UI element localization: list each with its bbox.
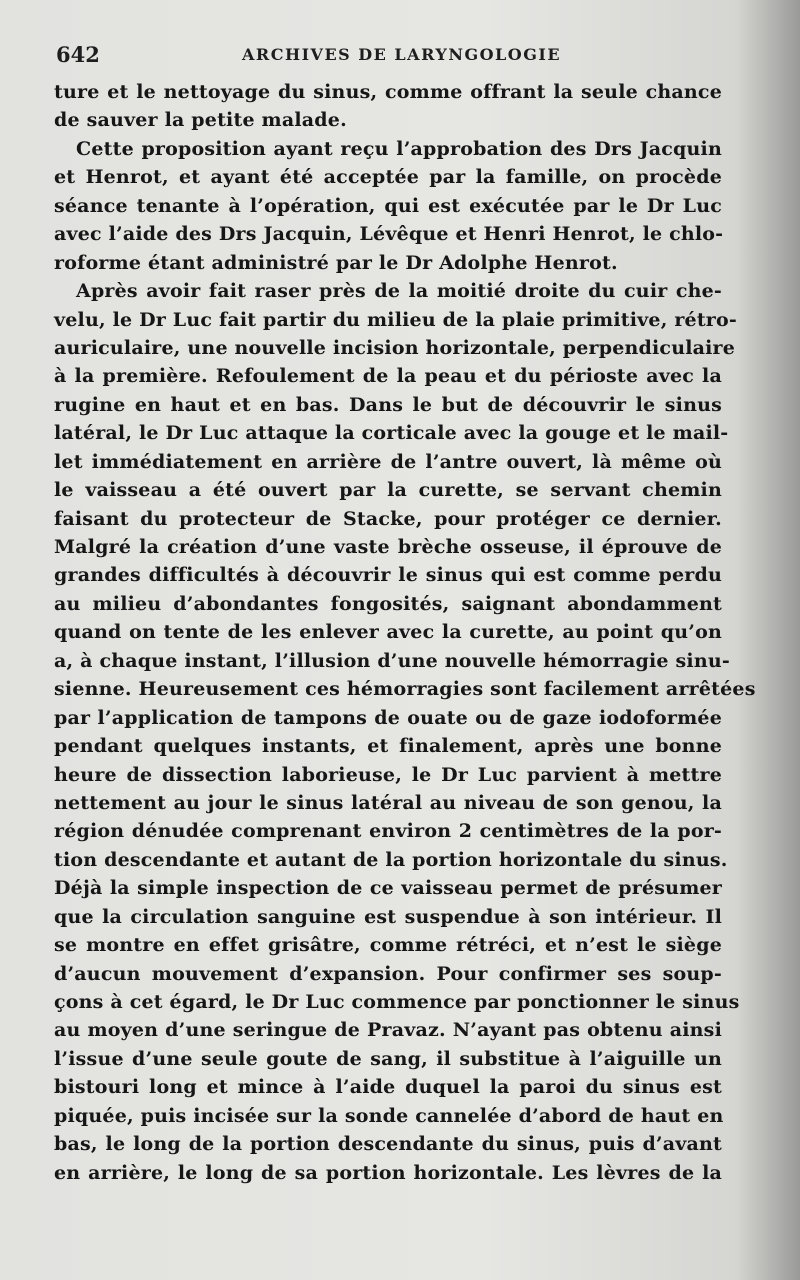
- text-line: nettement au jour le sinus latéral au niveau de son genou, la: [54, 791, 722, 814]
- text-line: piquée, puis incisée sur la sonde cannelée d’abord de haut en: [54, 1104, 724, 1127]
- text-line: au milieu d’abondantes fongosités, saignant abondamment: [54, 592, 722, 615]
- text-line: Cette proposition ayant reçu l’approbation des Drs Jacquin: [76, 137, 722, 160]
- running-head: ARCHIVES DE LARYNGOLOGIE: [242, 45, 562, 64]
- text-line: région dénudée comprenant environ 2 centimètres de la por-: [54, 820, 722, 843]
- text-line: latéral, le Dr Luc attaque la corticale avec la gouge et le mail-: [54, 422, 729, 445]
- text-line: heure de dissection laborieuse, le Dr Luc parvient à mettre: [54, 763, 722, 786]
- text-line: faisant du protecteur de Stacke, pour protéger ce dernier.: [54, 507, 722, 530]
- text-line: Malgré la création d’une vaste brèche osseuse, il éprouve de: [54, 536, 722, 558]
- text-line: auriculaire, une nouvelle incision horizontale, perpendiculaire: [54, 336, 736, 359]
- text-line: roforme étant administré par le Dr Adolphe Henrot.: [54, 251, 618, 274]
- page-number: 642: [56, 42, 100, 67]
- text-line: Déjà la simple inspection de ce vaisseau permet de présumer: [54, 877, 722, 900]
- text-line: au moyen d’une seringue de Pravaz. N’ayant pas obtenu ainsi: [54, 1019, 722, 1042]
- text-line: let immédiatement en arrière de l’antre ouvert, là même où: [54, 450, 722, 473]
- text-line: rugine en haut et en bas. Dans le but de découvrir le sinus: [54, 393, 722, 416]
- text-line: à la première. Refoulement de la peau et du périoste avec la: [54, 365, 722, 388]
- body-text: [54, 78, 756, 1187]
- text-line: séance tenante à l’opération, qui est exécutée par le Dr Luc: [54, 194, 722, 217]
- text-line: grandes difficultés à découvrir le sinus qui est comme perdu: [54, 564, 722, 587]
- text-line: quand on tente de les enlever avec la curette, au point qu’on: [54, 621, 722, 644]
- text-line: le vaisseau a été ouvert par la curette, se servant chemin: [54, 479, 722, 502]
- text-line: d’aucun mouvement d’expansion. Pour confirmer ses soup-: [54, 962, 722, 985]
- text-line: en arrière, le long de sa portion horizontale. Les lèvres de la: [54, 1161, 722, 1184]
- text-line: çons à cet égard, le Dr Luc commence par ponctionner le sinus: [54, 991, 740, 1013]
- text-line: l’issue d’une seule goute de sang, il substitue à l’aiguille un: [54, 1047, 722, 1070]
- text-line: par l’application de tampons de ouate ou de gaze iodoformée: [54, 706, 722, 729]
- text-line: bistouri long et mince à l’aide duquel la paroi du sinus est: [54, 1076, 722, 1099]
- text-line: pendant quelques instants, et finalement, après une bonne: [54, 735, 722, 758]
- text-line: Après avoir fait raser près de la moitié droite du cuir che-: [76, 280, 722, 303]
- text-line: de sauver la petite malade.: [54, 109, 347, 132]
- text-line: que la circulation sanguine est suspendue à son intérieur. Il: [54, 905, 722, 928]
- text-line: avec l’aide des Drs Jacquin, Lévêque et Henri Henrot, le chlo-: [54, 223, 724, 246]
- page-header: [56, 42, 730, 72]
- text-line: a, à chaque instant, l’illusion d’une nouvelle hémorragie sinu-: [54, 649, 730, 672]
- text-line: sienne. Heureusement ces hémorragies sont facilement arrêtées: [54, 678, 756, 701]
- text-line: se montre en effet grisâtre, comme rétréci, et n’est le siège: [54, 934, 722, 957]
- text-line: bas, le long de la portion descendante du sinus, puis d’avant: [54, 1133, 722, 1156]
- text-line: tion descendante et autant de la portion horizontale du sinus.: [54, 848, 728, 871]
- text-line: ture et le nettoyage du sinus, comme offrant la seule chance: [54, 81, 722, 103]
- text-line: velu, le Dr Luc fait partir du milieu de la plaie primitive, rétro-: [54, 308, 737, 331]
- text-line: et Henrot, et ayant été acceptée par la famille, on procède: [54, 166, 722, 189]
